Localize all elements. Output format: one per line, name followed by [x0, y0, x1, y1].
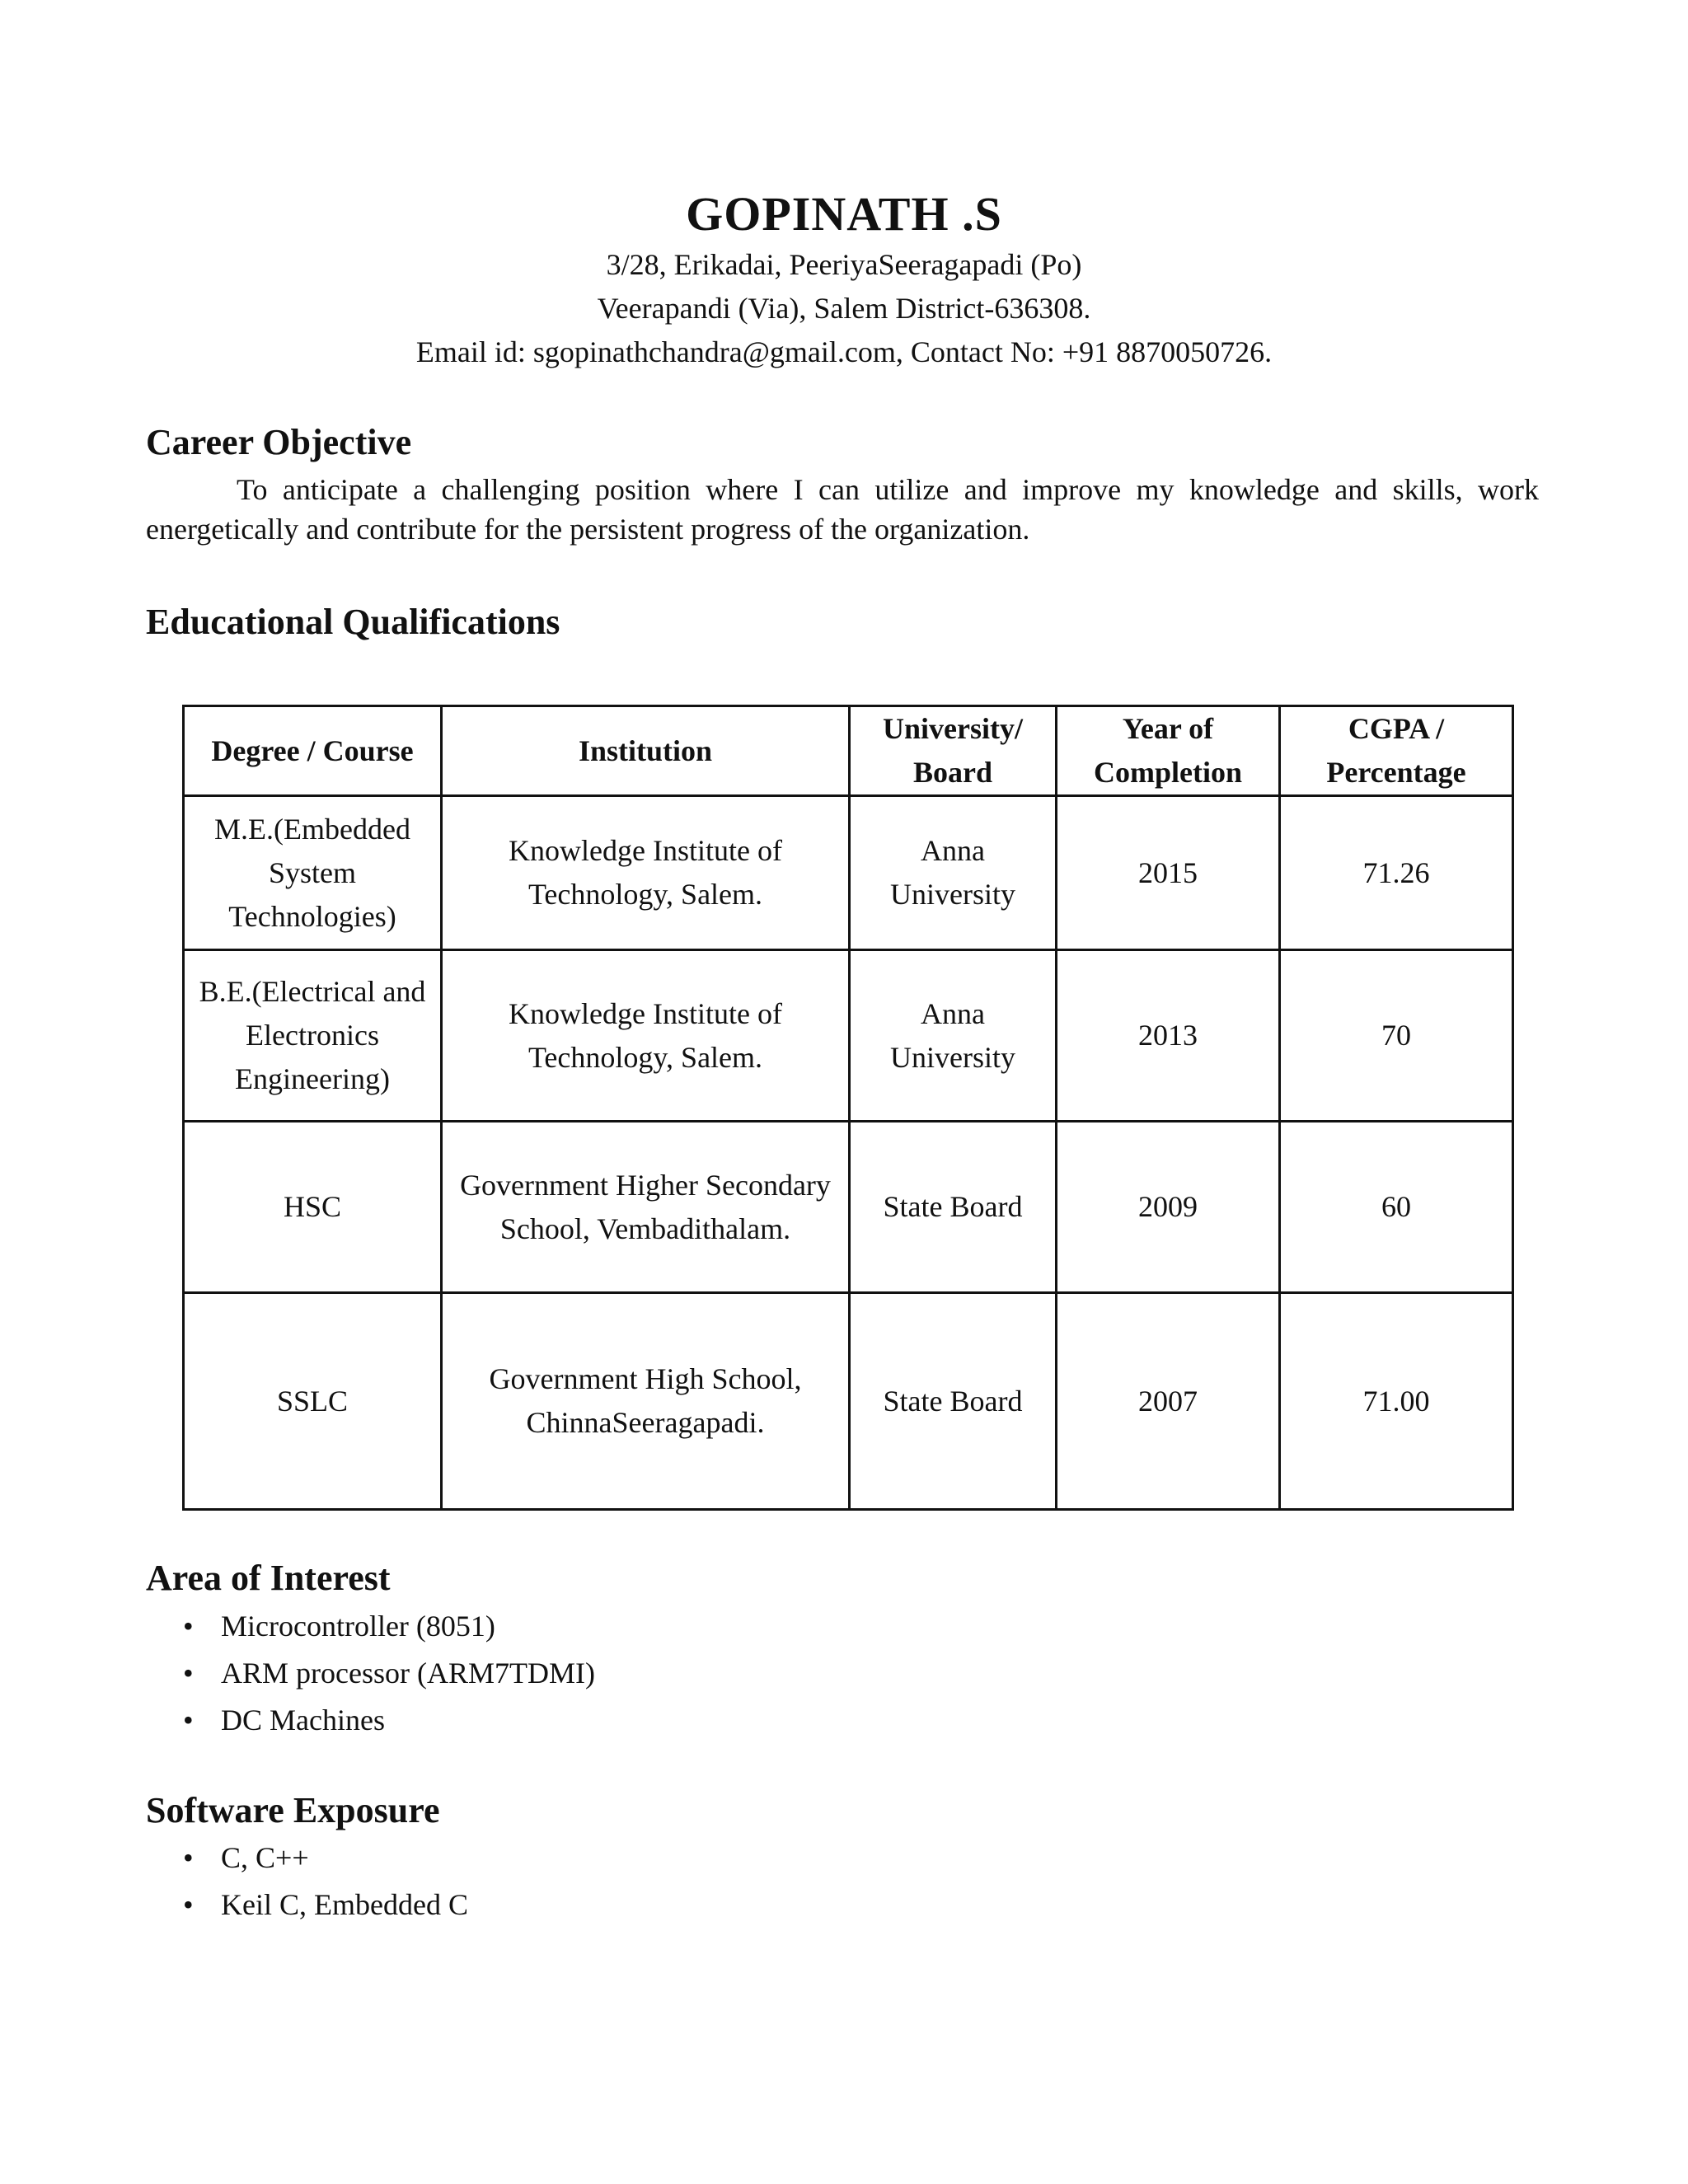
header-institution: Institution — [442, 706, 850, 796]
table-row — [184, 1122, 1513, 1293]
header-degree: Degree / Course — [184, 706, 442, 796]
software-exposure-heading: Software Exposure — [146, 1790, 440, 1830]
cell-institution: Knowledge Institute of Technology, Salem. — [442, 950, 850, 1122]
cell-university: Anna University — [850, 950, 1057, 1122]
cell-institution: Knowledge Institute of Technology, Salem. — [442, 796, 850, 950]
resume-header — [0, 185, 1688, 374]
list-item: • DC Machines — [183, 1697, 595, 1744]
list-item: • Keil C, Embedded C — [183, 1882, 468, 1929]
cell-degree: SSLC — [184, 1293, 442, 1510]
cell-score: 71.00 — [1280, 1293, 1513, 1510]
education-table — [182, 705, 1514, 1511]
career-objective-heading: Career Objective — [146, 422, 412, 462]
header-university: University/ Board — [850, 706, 1057, 796]
cell-year: 2009 — [1057, 1122, 1280, 1293]
cell-score: 70 — [1280, 950, 1513, 1122]
table-row — [184, 1293, 1513, 1510]
area-of-interest-list — [183, 1603, 595, 1744]
cell-institution: Government High School, ChinnaSeeragapadi. — [442, 1293, 850, 1510]
list-item: • ARM processor (ARM7TDMI) — [183, 1650, 595, 1697]
contact-line: Email id: sgopinathchandra@gmail.com, Contact No: +91 8870050726. — [415, 335, 1273, 368]
software-exposure-list — [183, 1835, 468, 1929]
address-line-2: Veerapandi (Via), Salem District-636308. — [597, 292, 1091, 325]
area-of-interest-heading: Area of Interest — [146, 1558, 391, 1598]
cell-year: 2007 — [1057, 1293, 1280, 1510]
cell-university: State Board — [850, 1293, 1057, 1510]
cell-score: 71.26 — [1280, 796, 1513, 950]
table-row — [184, 796, 1513, 950]
table-header-row — [184, 706, 1513, 796]
header-year: Year of Completion — [1057, 706, 1280, 796]
cell-degree: M.E.(Embedded System Technologies) — [184, 796, 442, 950]
cell-year: 2013 — [1057, 950, 1280, 1122]
list-item: • Microcontroller (8051) — [183, 1603, 595, 1650]
cell-score: 60 — [1280, 1122, 1513, 1293]
list-item: • C, C++ — [183, 1835, 468, 1882]
address-line-1: 3/28, Erikadai, PeeriyaSeeragapadi (Po) — [606, 248, 1082, 281]
cell-institution: Government Higher Secondary School, Vembadithalam. — [442, 1122, 850, 1293]
cell-degree: B.E.(Electrical and Electronics Engineering) — [184, 950, 442, 1122]
cell-university: State Board — [850, 1122, 1057, 1293]
candidate-name: GOPINATH .S — [686, 187, 1002, 241]
career-objective-text: To anticipate a challenging position where I can utilize and improve my knowledge and skills, work energetically and contribute for the persistent progress of the organization. — [146, 473, 1539, 546]
cell-degree: HSC — [184, 1122, 442, 1293]
header-score: CGPA / Percentage — [1280, 706, 1513, 796]
cell-year: 2015 — [1057, 796, 1280, 950]
education-heading: Educational Qualifications — [146, 602, 560, 642]
table-row — [184, 950, 1513, 1122]
cell-university: Anna University — [850, 796, 1057, 950]
